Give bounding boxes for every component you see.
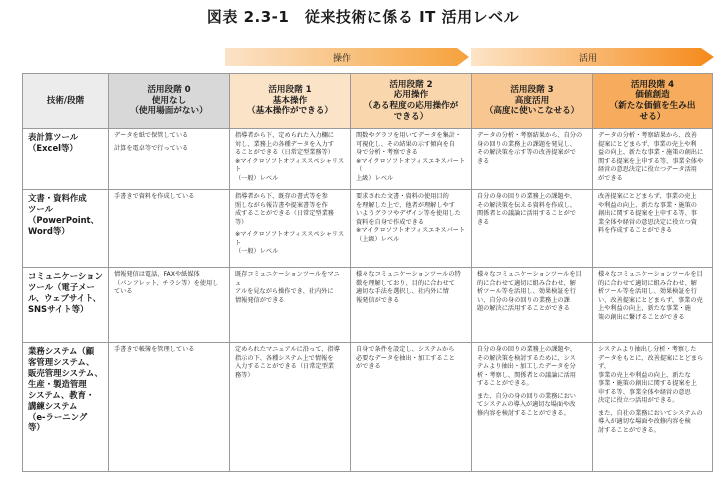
cell-spreadsheet-level-1: [230, 129, 351, 190]
cell-text-line: 析・考察し、関係者との議論に活用: [477, 371, 576, 379]
cell-text-line: 析ツール等を活用し、効果検証を行: [477, 288, 576, 296]
table-row: [23, 343, 713, 472]
cell-text-line: 修内容を検討することができる。: [477, 409, 570, 417]
cell-text-line: 関係者との議論に活用することがで: [477, 210, 576, 218]
cell-text-line: い、改善提案にとどまらず、事業の売: [598, 296, 703, 304]
cell-text-line: 適切な手法を選択し、社内外に情: [356, 288, 449, 296]
cell-text-line: その解決策を伝える資料を作成し、: [477, 201, 576, 209]
operation-arrow-label: 操作: [333, 54, 352, 64]
cell-spreadsheet-level-4: [593, 129, 713, 190]
cell-text-line: することができる。: [477, 380, 533, 388]
cell-text-line: 様々なコミュニケーションツールを目: [477, 271, 582, 278]
cell-text-line: ※マイクロソフトオフィススペシャリスト: [235, 231, 345, 247]
cell-document-level-1: [230, 190, 351, 268]
row-category-spreadsheet: [23, 129, 109, 190]
cell-text-line: ツール（電子メー: [28, 281, 95, 292]
cell-text-line: できる）: [393, 111, 429, 122]
cell-text-line: また、自社の業務においてシステムの: [598, 409, 703, 417]
cell-text-line: 析ツール等を活用し、効果検証を行: [598, 288, 697, 296]
cell-text-line: せる）: [639, 111, 666, 122]
cell-spreadsheet-level-3: [472, 129, 593, 190]
cell-text-line: （使用場面がない）: [130, 106, 208, 117]
cell-communication-level-4: [593, 268, 713, 343]
cell-text-line: 題の解決に活用することができる: [477, 305, 570, 313]
cell-text-line: 指導者から下、既存の書式等を参: [235, 193, 328, 200]
cell-text-line: その解決策を検討するために、シス: [477, 354, 576, 362]
cell-text-line: 経営の意思決定に役立つデータ活用: [598, 166, 697, 174]
cell-text-line: その解決策を示す等の改善提案がで: [477, 149, 576, 157]
cell-text-line: 身で分析・考察できる: [356, 149, 418, 157]
cell-text-line: 自分の身の回りの業務上の課題や、: [477, 193, 576, 200]
cell-text-line: 使用なし: [151, 95, 187, 106]
cell-text-line: ができる: [356, 363, 381, 371]
cell-document-level-2: [351, 190, 472, 268]
cell-text-line: や利益の向上、新たな事業・施策の: [598, 201, 697, 209]
cell-text-line: 務等）: [235, 371, 254, 379]
cell-text-line: （パンフレット、チラシ等）を使用し: [114, 279, 219, 287]
cell-text-line: （一般）レベル: [235, 248, 279, 256]
cell-spreadsheet-level-2: [351, 129, 472, 190]
cell-text-line: 必要なデータを抽出・加工すること: [356, 354, 455, 362]
header-row: [23, 74, 713, 129]
cell-text-line: （一般）レベル: [235, 174, 279, 182]
cell-text-line: 事業・施策の創出に関する提案を上: [598, 380, 697, 388]
cell-text-line: 業全体や経営の意思決定に役立つ資: [598, 218, 697, 226]
cell-text-line: コミュニケーション: [28, 271, 103, 281]
cell-text-line: ることができる（日常定型業務等）: [235, 149, 334, 157]
cell-text-line: 事業の売上や利益の向上、新たな: [598, 371, 691, 379]
cell-document-level-3: [472, 190, 593, 268]
cell-text-line: 創出に関する提案を上申する等、事: [598, 210, 697, 218]
cell-text-line: データをもとに、改善提案にとどまらず、: [598, 354, 704, 371]
it-utilization-level-table: [22, 73, 713, 472]
cell-communication-level-1: [230, 268, 351, 343]
cell-text-line: 要求された文書・資料の使用目的: [356, 193, 449, 200]
cell-document-level-0: [109, 190, 230, 268]
cell-business-system-level-1: [230, 343, 351, 472]
header-level-4: [593, 74, 713, 129]
cell-business-system-level-0: [109, 343, 230, 472]
header-level-0: [109, 74, 230, 129]
progression-arrows: [225, 44, 715, 70]
cell-text-line: 自分の身の回りの業務上の課題や、: [477, 346, 576, 353]
row-category-communication: [23, 268, 109, 343]
cell-text-line: また、自分の身の回りの業務におい: [477, 392, 576, 400]
cell-text-line: 等）: [235, 218, 248, 226]
cell-text-line: 客管理システム、: [28, 356, 95, 367]
cell-text-line: 等）: [28, 422, 45, 433]
cell-text-line: 上や利益の向上、新たな事業・施: [598, 305, 691, 313]
cell-text-line: （高度に使いこなせる）: [484, 106, 580, 117]
cell-text-line: データの分析・考察結果から、自分の: [477, 132, 583, 139]
cell-text-line: 指導者から下、定められた入力欄に: [235, 132, 334, 139]
cell-text-line: 様々なコミュニケーションツールを目: [598, 271, 703, 278]
cell-text-line: 基本操作: [272, 95, 308, 106]
cell-text-line: アルを見ながら操作でき、社内外に: [235, 288, 334, 296]
cell-text-line: 対し、業務上の各種データを入力す: [235, 140, 334, 148]
header-level-1: [230, 74, 351, 129]
cell-text-line: 決定に役立つ活用ができる。: [598, 397, 679, 405]
cell-text-line: 活用段階 3: [510, 84, 554, 95]
cell-text-line: SNSサイト等）: [28, 303, 89, 314]
row-category-business-system: [23, 343, 109, 472]
cell-text-line: 活用段階 2: [389, 79, 433, 90]
cell-text-line: 情報発信は電話、FAXや紙媒体: [114, 271, 200, 278]
cell-text-line: （PowerPoint、: [28, 214, 99, 225]
cell-text-line: 講練システム: [28, 400, 78, 411]
cell-text-line: 報発信ができる: [356, 296, 400, 304]
cell-text-line: きる: [477, 157, 490, 165]
cell-text-line: （e-ラーニング: [28, 411, 88, 422]
cell-text-line: 改善提案にとどまらず、事業の売上: [598, 193, 697, 200]
cell-text-line: 活用段階 4: [630, 79, 675, 90]
cell-text-line: い、自分の身の回りの業務上の課: [477, 296, 570, 304]
cell-text-line: システム、教育・: [28, 389, 95, 400]
cell-text-line: ができる: [598, 174, 623, 182]
cell-communication-level-3: [472, 268, 593, 343]
cell-text-line: 自身で条件を設定し、システムから: [356, 346, 455, 353]
cell-text-line: 計算を電卓等で行っている: [114, 144, 189, 152]
cell-text-line: 益の向上、新たな事業・施策の創出に: [598, 149, 704, 157]
cell-text-line: 指示の下、各種システム上で情報を: [235, 354, 334, 362]
cell-text-line: 可視化し、その結果の示す傾向を自: [356, 140, 455, 148]
cell-text-line: （基本操作ができる）: [247, 106, 333, 117]
cell-text-line: 申する等、事業全体や経営の意思: [598, 388, 691, 396]
header-category: 技術/段階: [23, 74, 109, 129]
table-row: [23, 190, 713, 268]
cell-text-line: 提案にとどまらず、事業の売上や利: [598, 140, 697, 148]
cell-text-line: （上級）レベル: [356, 235, 400, 243]
cell-text-line: 販売管理システム、: [28, 367, 103, 378]
cell-text-line: ※マイクロソフトオフィスエキスパート: [356, 227, 466, 235]
cell-text-line: 関数やグラフを用いてデータを集計・: [356, 132, 462, 139]
cell-text-line: 資料を自身で作成できる: [356, 218, 425, 226]
cell-text-line: ている: [114, 288, 133, 296]
cell-text-line: Word等）: [28, 225, 70, 236]
cell-communication-level-0: [109, 268, 230, 343]
cell-text-line: 照しながら報告書や提案書等を作: [235, 201, 328, 209]
utilization-arrow-label: 活用: [579, 54, 598, 64]
cell-text-line: （ある程度の応用操作が: [363, 101, 459, 111]
cell-text-line: ※マイクロソフトオフィススペシャリスト: [235, 157, 345, 174]
cell-text-line: 成することができる（日常定型業務: [235, 210, 334, 218]
cell-business-system-level-4: [593, 343, 713, 472]
table-row: [23, 129, 713, 190]
cell-text-line: 応用操作: [393, 90, 429, 101]
cell-text-line: システムより抽出し分析・考察した: [598, 346, 697, 353]
cell-text-line: データの分析・考察結果から、改善: [598, 132, 697, 139]
cell-text-line: データを紙で保管している: [114, 132, 189, 139]
cell-text-line: 文書・資料作成: [28, 193, 87, 203]
cell-business-system-level-3: [472, 343, 593, 472]
cell-document-level-4: [593, 190, 713, 268]
cell-text-line: を理解した上で、他者が理解しやす: [356, 201, 455, 209]
cell-text-line: 策の創出に繋げることができる: [598, 313, 685, 321]
row-category-document: [23, 190, 109, 268]
header-level-3: [472, 74, 593, 129]
cell-text-line: きる: [477, 218, 490, 226]
cell-text-line: （Excel等）: [28, 142, 78, 153]
cell-text-line: 活用段階 1: [268, 84, 312, 95]
header-level-2: [351, 74, 472, 129]
table-row: [23, 268, 713, 343]
cell-spreadsheet-level-0: [109, 129, 230, 190]
cell-text-line: 導入が適切な場面や改修内容を検: [598, 418, 691, 426]
cell-text-line: 討することができる。: [598, 426, 660, 434]
cell-text-line: 身の回りの業務上の課題を発見し、: [477, 140, 576, 148]
cell-text-line: 業務システム（顧: [28, 346, 95, 356]
cell-text-line: 手書きで帳簿を管理している: [114, 346, 195, 353]
cell-text-line: 表計算ツール: [28, 132, 79, 142]
cell-text-line: 既存コミュニケーションツールをマニュ: [235, 271, 340, 287]
cell-text-line: 様々なコミュニケーションツールの特: [356, 271, 461, 278]
cell-text-line: いようグラフやデザイン等を使用した: [356, 210, 461, 218]
cell-text-line: 高度活用: [514, 95, 550, 106]
cell-text-line: 定められたマニュアルに沿って、指導: [235, 346, 340, 353]
cell-text-line: （新たな価値を生み出: [609, 101, 696, 111]
cell-text-line: 関する提案を上申する等、事業全体や: [598, 157, 704, 165]
cell-text-line: 上級）レベル: [356, 174, 394, 182]
cell-text-line: 徴を理解しており、目的に合わせて: [356, 279, 455, 287]
cell-text-line: 的に合わせて適切に組み合わせ、解: [598, 279, 697, 287]
cell-text-line: 手書きで資料を作成している: [114, 193, 195, 200]
cell-text-line: 情報発信ができる: [235, 296, 285, 304]
cell-business-system-level-2: [351, 343, 472, 472]
cell-text-line: ※マイクロソフトオフィスエキスパート（: [356, 157, 466, 174]
cell-text-line: 価値創造: [635, 90, 670, 101]
cell-text-line: 料を作成することができる: [598, 227, 673, 235]
cell-text-line: ル、ウェブサイト、: [28, 292, 102, 303]
cell-text-line: テムより抽出・加工したデータを分: [477, 363, 576, 371]
cell-text-line: 入力することができる（日常定型業: [235, 363, 334, 371]
cell-text-line: てシステムの導入が適切な場面や改: [477, 401, 576, 409]
cell-text-line: 生産・製造管理: [28, 378, 87, 389]
cell-text-line: 的に合わせて適切に組み合わせ、解: [477, 279, 576, 287]
figure-title: 図表 2.3-1 従来技術に係る IT 活用レベル: [206, 8, 520, 26]
cell-text-line: 活用段階 0: [147, 84, 191, 95]
cell-communication-level-2: [351, 268, 472, 343]
cell-text-line: ツール: [28, 203, 53, 214]
